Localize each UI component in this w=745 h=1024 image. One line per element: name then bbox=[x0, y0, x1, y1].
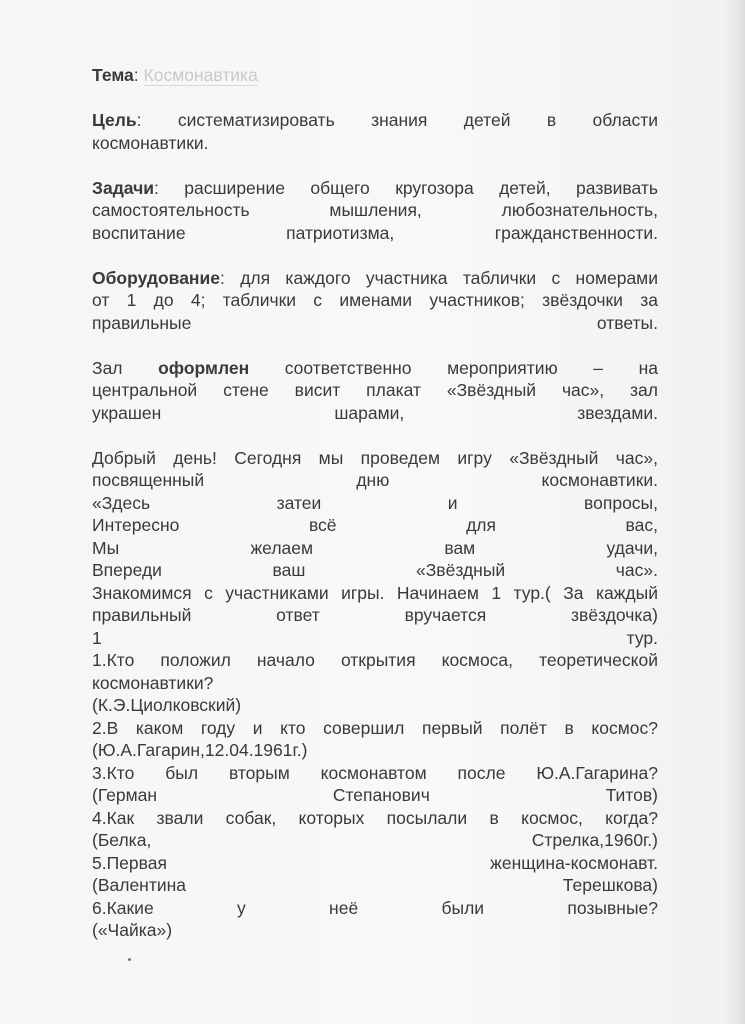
hall-pre: Зал bbox=[92, 357, 159, 378]
body-line: (Герман Степанович Титов) bbox=[92, 785, 658, 805]
theme-label: Тема bbox=[92, 65, 134, 85]
body-line: Добрый день! Сегодня мы проведем игру «Звёздный час», bbox=[92, 447, 658, 468]
body-line: 6.Какие у неё были позывные? bbox=[92, 897, 658, 918]
body-line: 2.В каком году и кто совершил первый полёт в космос? bbox=[92, 717, 658, 738]
goal-line-1 bbox=[92, 109, 658, 132]
equipment-line-2: от 1 до 4; таблички с именами участников; звёздочки за bbox=[92, 290, 658, 310]
body-line: Впереди ваш «Звёздный час». bbox=[92, 560, 658, 580]
equipment-label: Оборудование bbox=[92, 267, 220, 288]
body-line: посвященный дню космонавтики. bbox=[92, 470, 658, 490]
body-line: правильный ответ вручается звёздочка) bbox=[92, 605, 658, 625]
spacer bbox=[92, 87, 658, 110]
goal-line-2: космонавтики. bbox=[92, 132, 209, 153]
tasks-label: Задачи bbox=[92, 177, 155, 198]
body-line: 3.Кто был вторым космонавтом после Ю.А.Гагарина? bbox=[92, 762, 658, 783]
spacer bbox=[92, 244, 658, 267]
theme-sep: : bbox=[133, 65, 144, 85]
body-line: («Чайка») bbox=[92, 920, 173, 940]
body-line: космонавтики? bbox=[92, 672, 214, 693]
hall-line-3: украшен шарами, звездами. bbox=[92, 402, 658, 423]
spacer bbox=[92, 334, 658, 357]
equipment-text-1: : для каждого участника таблички с номерами bbox=[220, 267, 658, 288]
equipment-line-1 bbox=[92, 267, 658, 290]
body-line: «Здесь затеи и вопросы, bbox=[92, 492, 658, 513]
body-line: Интересно всё для вас, bbox=[92, 515, 658, 535]
body-line: 4.Как звали собак, которых посылали в космос, когда? bbox=[92, 807, 658, 828]
body-line: (Валентина Терешкова) bbox=[92, 875, 658, 895]
hall-text-1: соответственно мероприятию – на bbox=[249, 357, 658, 378]
tasks-line-2: самостоятельность мышления, любознательность, bbox=[92, 200, 658, 220]
hall-line-2: центральной стене висит плакат «Звёздный час», зал bbox=[92, 380, 658, 400]
body-line: (К.Э.Циолковский) bbox=[92, 695, 242, 715]
theme-line bbox=[92, 64, 658, 87]
tasks-line-3: воспитание патриотизма, гражданственности. bbox=[92, 222, 658, 243]
hall-bold: оформлен bbox=[158, 357, 250, 378]
body-line: (Белка, Стрелка,1960г.) bbox=[92, 830, 658, 850]
body-line: Мы желаем вам удачи, bbox=[92, 537, 658, 558]
spacer bbox=[92, 154, 658, 177]
hall-line-1 bbox=[92, 357, 658, 380]
body-line: 1.Кто положил начало открытия космоса, теоретической bbox=[92, 650, 658, 670]
goal-label: Цель bbox=[92, 110, 137, 130]
tasks-text-1: : расширение общего кругозора детей, развивать bbox=[154, 177, 658, 198]
theme-value-link[interactable]: Космонавтика bbox=[143, 65, 258, 85]
scan-speck bbox=[128, 958, 131, 961]
equipment-line-3: правильные ответы. bbox=[92, 312, 658, 333]
body-line: Знакомимся с участниками игры. Начинаем 1 тур.( За каждый bbox=[92, 582, 658, 603]
page-edge-shadow bbox=[723, 0, 745, 1024]
document-text bbox=[92, 64, 658, 942]
body-line: (Ю.А.Гагарин,12.04.1961г.) bbox=[92, 740, 308, 760]
goal-text-1: : систематизировать знания детей в области bbox=[136, 110, 658, 130]
tasks-line-1 bbox=[92, 177, 658, 200]
spacer bbox=[92, 424, 658, 447]
body-line: 5.Первая женщина-космонавт. bbox=[92, 852, 658, 873]
body-line: 1 тур. bbox=[92, 627, 658, 648]
